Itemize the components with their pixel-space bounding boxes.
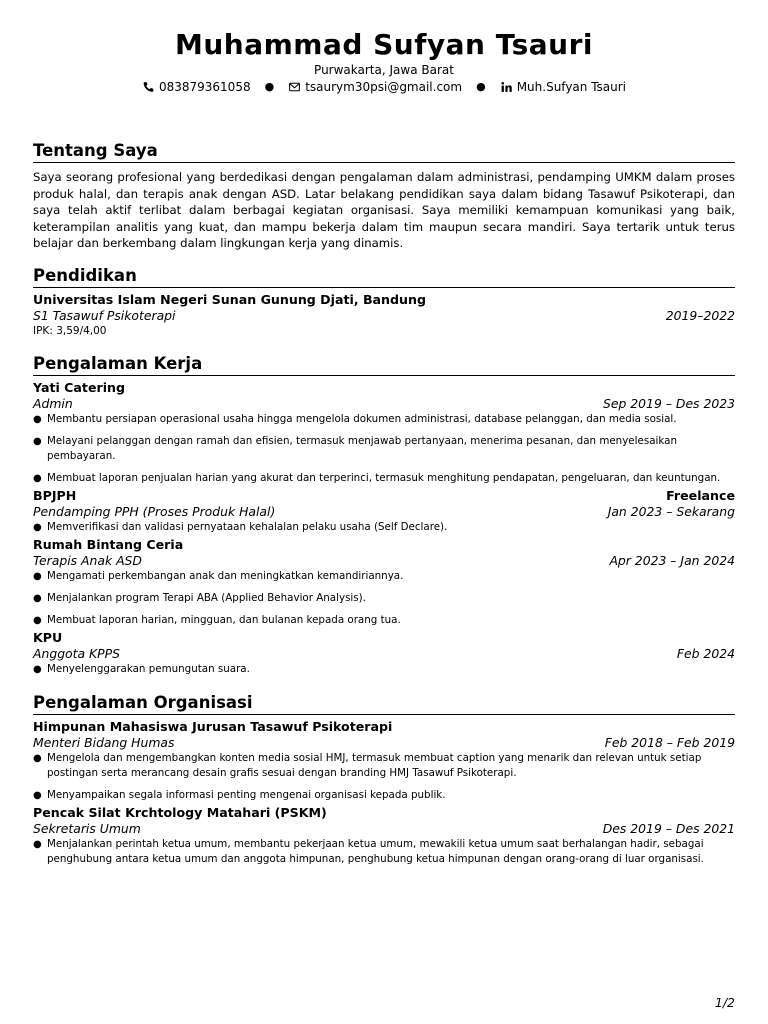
bullet-text: Menjalankan perintah ketua umum, membantu pekerjaan ketua umum, mewakili ketua umum saat berhalangan hadir, sebagai penghubung antara ketua umum dan anggota himpunan, penghubung ketua himpunan dengan orang-orang di luar organisasi. (47, 837, 704, 865)
organization-entry-sub (33, 821, 735, 837)
linkedin-contact[interactable] (500, 79, 626, 95)
bullet-text: Menyelenggarakan pemungutan suara. (47, 662, 250, 675)
bullet-text: Menyampaikan segala informasi penting mengenai organisasi kepada publik. (47, 788, 446, 801)
bullet-dot: ● (33, 614, 42, 626)
organization-name: Pencak Silat Krchtology Matahari (PSKM) (33, 804, 327, 820)
work-bullets (33, 569, 735, 628)
organization-entry-head (33, 719, 735, 735)
organization-section (33, 693, 735, 867)
linkedin-icon (500, 81, 513, 93)
bullet-text: Membuat laporan penjualan harian yang akurat dan terperinci, termasuk menghitung pendapatan, pengeluaran, dan keuntungan. (47, 471, 721, 484)
separator-dot: ● (264, 80, 275, 93)
organization-role: Menteri Bidang Humas (33, 734, 175, 750)
list-item (33, 591, 735, 606)
work-entry (33, 380, 735, 486)
organization-dates: Des 2019 – Des 2021 (602, 820, 735, 836)
work-bullets (33, 520, 735, 535)
separator-dot: ● (476, 80, 486, 93)
work-dates: Sep 2019 – Des 2023 (603, 395, 735, 411)
bullet-text: Melayani pelanggan dengan ramah dan efisien, termasuk menjawab pertanyaan, menerima pesanan, dan menyelesaikan pembayaran. (47, 434, 677, 462)
section-title-work: Pengalaman Kerja (33, 354, 735, 376)
school-name: Universitas Islam Negeri Sunan Gunung Djati, Bandung (33, 291, 426, 307)
bullet-dot: ● (33, 413, 42, 425)
resume-page (33, 28, 735, 869)
phone-contact[interactable] (142, 79, 251, 95)
bullet-dot: ● (33, 663, 42, 675)
education-years: 2019–2022 (665, 307, 735, 323)
bullet-dot: ● (33, 838, 42, 850)
bullet-text: Membantu persiapan operasional usaha hingga mengelola dokumen administrasi, database pelanggan, dan media sosial. (47, 412, 677, 425)
list-item (33, 520, 735, 535)
work-section (33, 354, 735, 677)
organization-entry (33, 719, 735, 803)
work-role: Anggota KPPS (33, 645, 120, 661)
bullet-dot: ● (33, 789, 42, 801)
organization-bullets (33, 751, 735, 803)
candidate-location: Purwakarta, Jawa Barat (314, 63, 454, 77)
list-item (33, 471, 735, 486)
bullet-text: Mengelola dan mengembangkan konten media sosial HMJ, termasuk membuat caption yang menarik dan relevan untuk setiap postingan serta merancang desain grafis sesuai dengan branding HMJ Tasawuf Psikoterapi. (47, 751, 702, 779)
work-entry-sub (33, 396, 735, 412)
education-school-row (33, 292, 735, 308)
work-entry-head (33, 380, 735, 396)
organization-entry (33, 805, 735, 867)
bullet-text: Mengamati perkembangan anak dan meningkatkan kemandiriannya. (47, 569, 404, 582)
organization-dates: Feb 2018 – Feb 2019 (604, 734, 735, 750)
work-org: BPJPH (33, 487, 77, 503)
candidate-name: Muhammad Sufyan Tsauri (174, 28, 594, 61)
organization-name: Himpunan Mahasiswa Jurusan Tasawuf Psikoterapi (33, 718, 393, 734)
email-address: tsaurym30psi@gmail.com (305, 80, 463, 94)
bullet-text: Membuat laporan harian, mingguan, dan bulanan kepada orang tua. (47, 613, 401, 626)
work-entry (33, 488, 735, 535)
bullet-dot: ● (33, 435, 42, 447)
work-dates: Feb 2024 (676, 645, 735, 661)
work-tag: Freelance (666, 487, 735, 503)
phone-icon (142, 81, 155, 93)
work-entry-head (33, 630, 735, 646)
work-org: KPU (33, 629, 63, 645)
work-entry-head (33, 537, 735, 553)
bullet-text: Memverifikasi dan validasi pernyataan kehalalan pelaku usaha (Self Declare). (47, 520, 448, 533)
work-org: Rumah Bintang Ceria (33, 536, 184, 552)
list-item (33, 613, 735, 628)
list-item (33, 434, 735, 464)
education-section (33, 266, 735, 338)
gpa-text: IPK: 3,59/4,00 (33, 324, 107, 337)
work-dates: Apr 2023 – Jan 2024 (609, 552, 735, 568)
phone-number: 083879361058 (158, 80, 251, 94)
bullet-dot: ● (33, 521, 42, 533)
email-contact[interactable] (288, 79, 462, 95)
work-entry-sub (33, 504, 735, 520)
work-entry-sub (33, 646, 735, 662)
list-item (33, 788, 735, 803)
page-number: 1/2 (714, 995, 735, 1010)
work-role: Terapis Anak ASD (33, 552, 142, 568)
work-entry (33, 537, 735, 628)
bullet-dot: ● (33, 570, 42, 582)
list-item (33, 412, 735, 427)
section-title-organization: Pengalaman Organisasi (33, 693, 735, 715)
contact-line (33, 79, 735, 95)
work-entry (33, 630, 735, 677)
organization-bullets (33, 837, 735, 867)
about-text: Saya seorang profesional yang berdedikasi dengan pengalaman dalam administrasi, pendamping UMKM dalam proses produk halal, dan terapis anak dengan ASD. Latar belakang pendidikan saya dalam bidang Tasawuf Psikoterapi, dan saya telah aktif terlibat dalam berbagai kegiatan organisasi. Saya memiliki kemampuan komunikasi yang baik, keterampilan analitis yang kuat, dan mampu bekerja dalam tim maupun secara mandiri. Saya tertarik untuk terus belajar dan berkembang dalam lingkungan kerja yang dinamis. (33, 170, 735, 250)
work-role: Admin (33, 395, 73, 411)
work-bullets (33, 412, 735, 486)
envelope-icon (288, 81, 301, 93)
education-degree-row (33, 308, 735, 324)
organization-role: Sekretaris Umum (33, 820, 141, 836)
work-dates: Jan 2023 – Sekarang (607, 503, 735, 519)
section-title-about: Tentang Saya (33, 141, 735, 163)
bullet-dot: ● (33, 752, 42, 764)
list-item (33, 751, 735, 781)
work-entry-head (33, 488, 735, 504)
work-bullets (33, 662, 735, 677)
work-org: Yati Catering (33, 379, 125, 395)
work-role: Pendamping PPH (Proses Produk Halal) (33, 503, 276, 519)
list-item (33, 662, 735, 677)
bullet-text: Menjalankan program Terapi ABA (Applied Behavior Analysis). (47, 591, 366, 604)
section-title-education: Pendidikan (33, 266, 735, 288)
about-section (33, 141, 735, 252)
work-entry-sub (33, 553, 735, 569)
bullet-dot: ● (33, 472, 42, 484)
organization-entry-sub (33, 735, 735, 751)
bullet-dot: ● (33, 592, 42, 604)
linkedin-name: Muh.Sufyan Tsauri (516, 80, 627, 94)
list-item (33, 569, 735, 584)
degree-name: S1 Tasawuf Psikoterapi (33, 307, 176, 323)
organization-entry-head (33, 805, 735, 821)
list-item (33, 837, 735, 867)
